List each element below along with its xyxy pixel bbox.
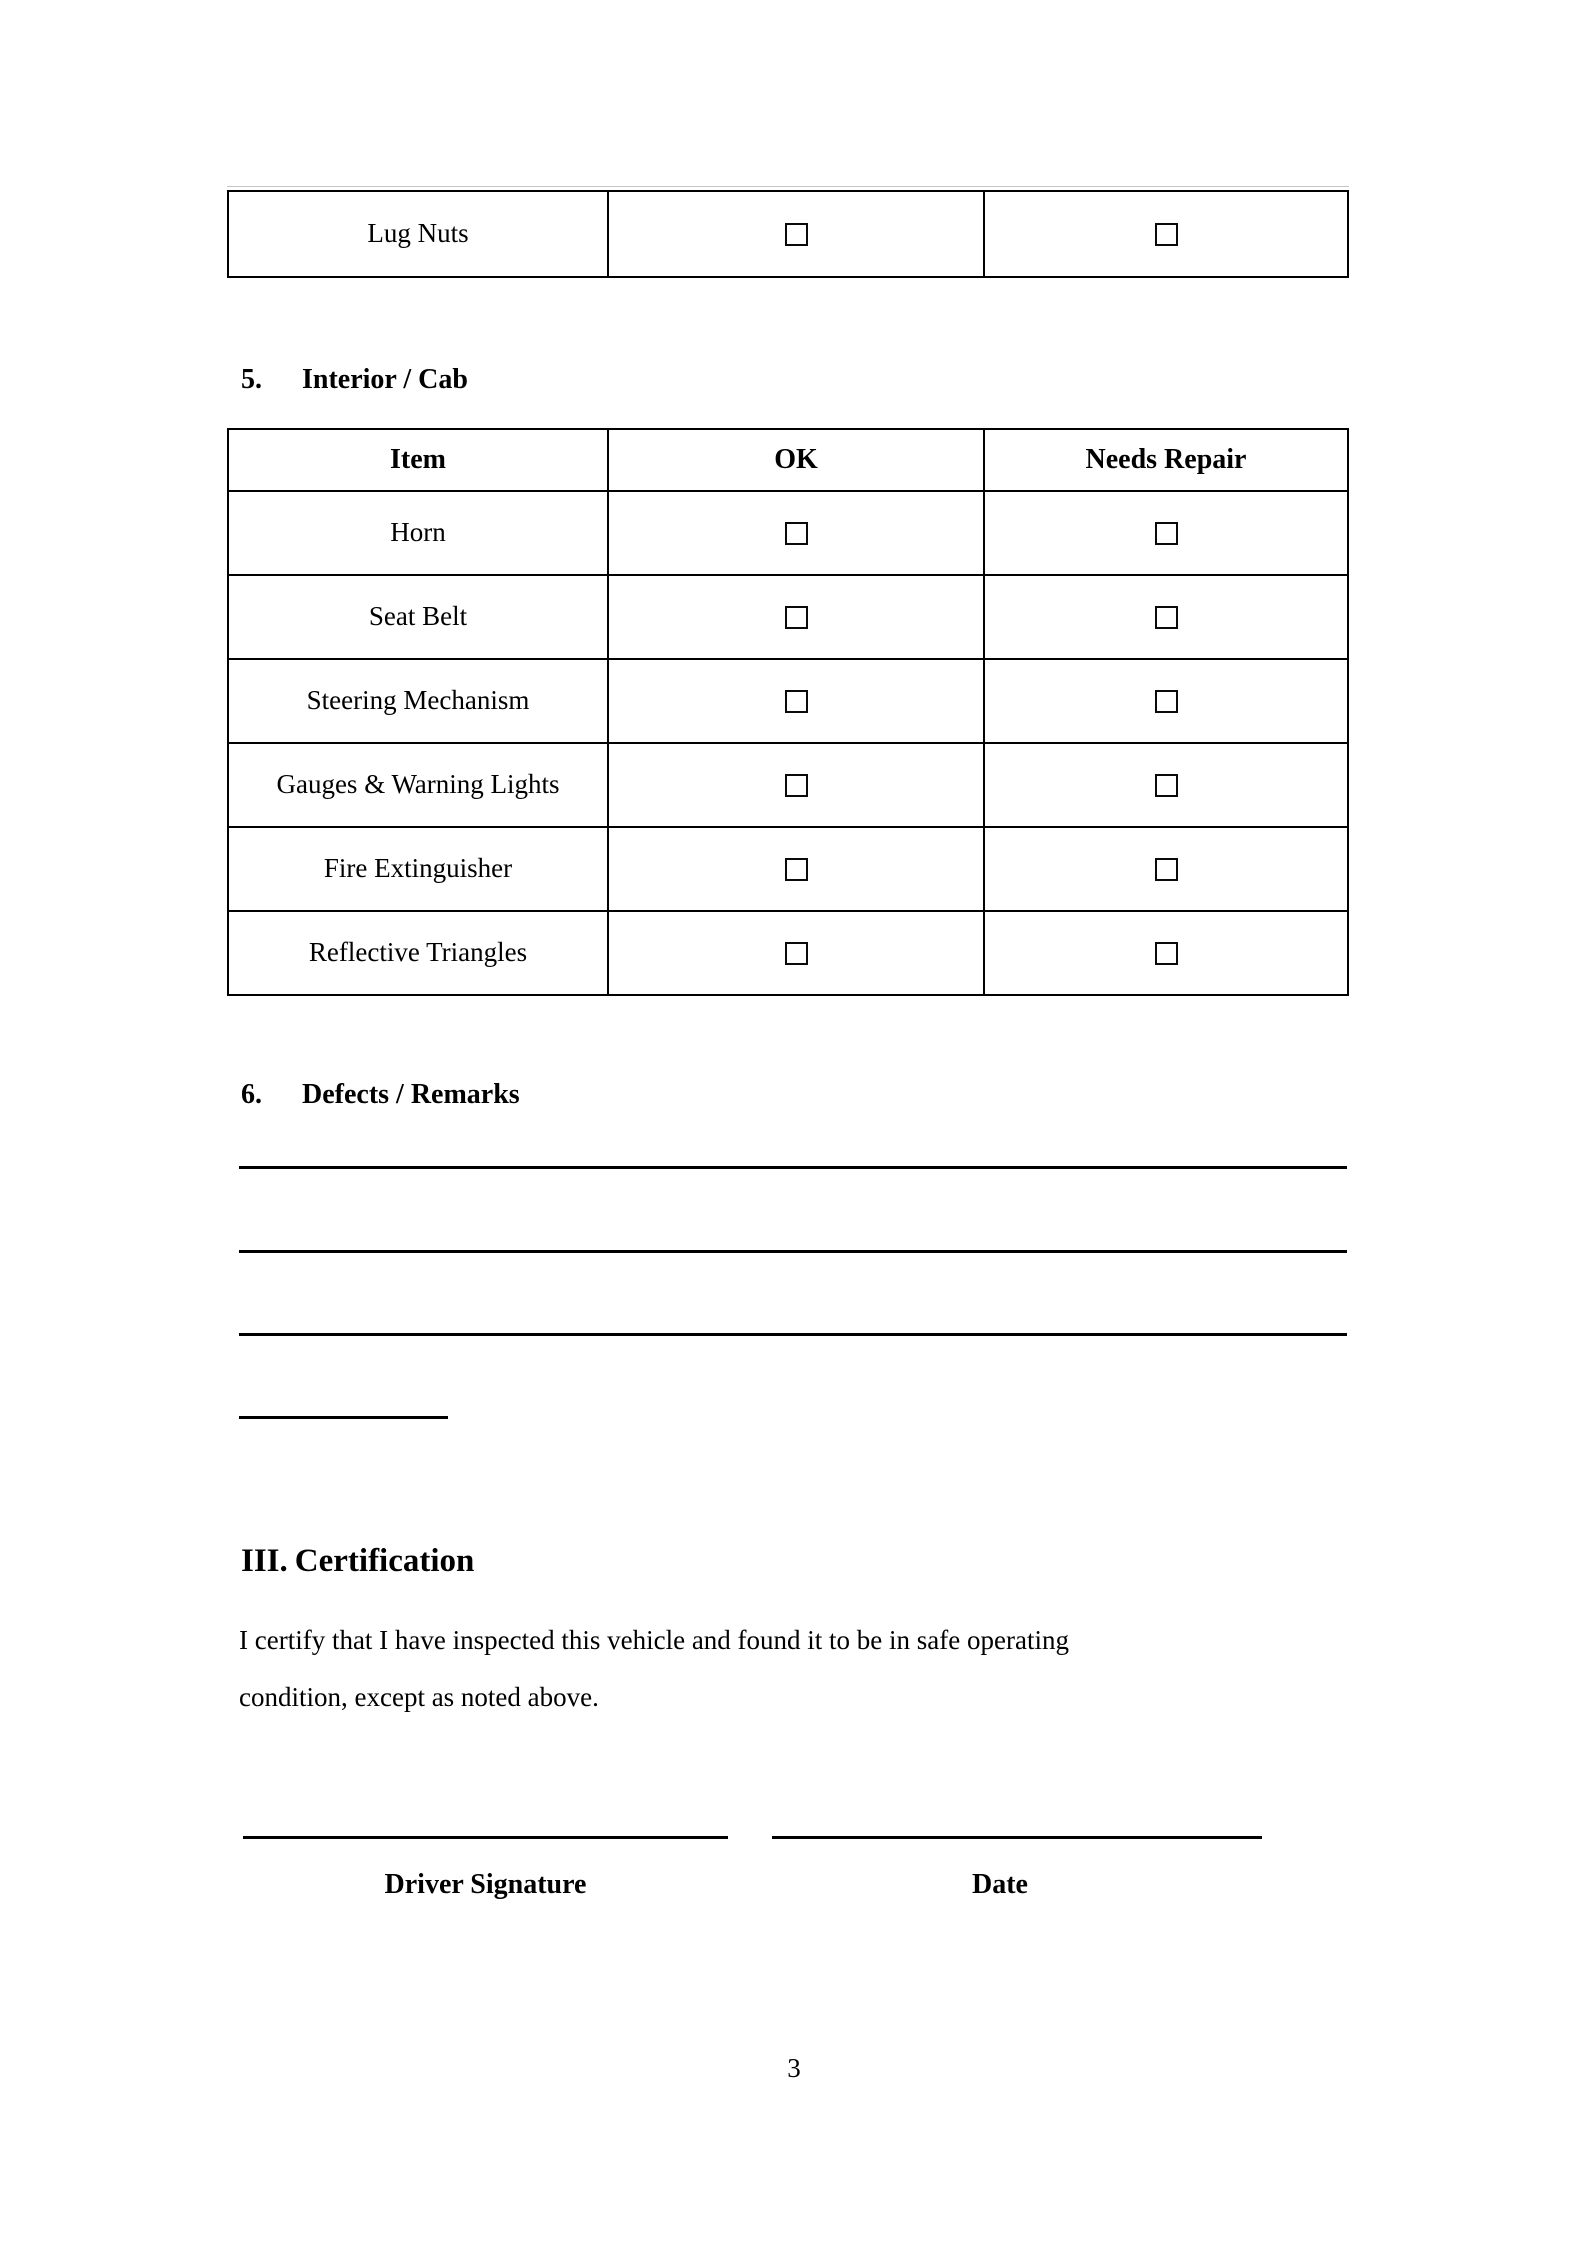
item-cell — [229, 492, 607, 574]
table-row — [229, 910, 1347, 994]
item-cell — [229, 576, 607, 658]
checkbox-needs-repair[interactable] — [1155, 223, 1178, 246]
section5-number: 5. — [241, 364, 262, 395]
checkbox-needs-repair[interactable] — [1155, 522, 1178, 545]
section6-title: Defects / Remarks — [302, 1079, 520, 1110]
checkbox-needs-repair[interactable] — [1155, 774, 1178, 797]
item-label: Reflective Triangles — [308, 937, 528, 968]
checkbox-needs-repair[interactable] — [1155, 606, 1178, 629]
item-cell — [229, 660, 607, 742]
needs-repair-cell — [983, 744, 1347, 826]
checkbox-ok[interactable] — [785, 690, 808, 713]
section5-title: Interior / Cab — [302, 364, 468, 395]
table-header-row — [229, 430, 1347, 490]
page-number: 3 — [787, 2053, 801, 2083]
needs-repair-cell — [983, 828, 1347, 910]
table-row — [229, 490, 1347, 574]
remarks-line — [239, 1333, 1347, 1336]
ok-cell — [607, 828, 983, 910]
item-label: Gauges & Warning Lights — [276, 769, 560, 800]
section6-heading — [241, 1079, 520, 1111]
table-pagebreak-border — [227, 186, 1349, 187]
item-cell — [229, 828, 607, 910]
item-label: Steering Mechanism — [306, 685, 530, 716]
ok-cell — [607, 912, 983, 994]
ok-cell — [607, 744, 983, 826]
interior-cab-table — [227, 428, 1349, 996]
certification-line: I certify that I have inspected this vehicle and found it to be in safe operating — [239, 1625, 1069, 1655]
ok-cell — [607, 576, 983, 658]
item-cell — [229, 744, 607, 826]
remarks-line-short — [239, 1416, 448, 1419]
certification-heading — [241, 1542, 474, 1580]
needs-repair-cell — [983, 576, 1347, 658]
certification-number: III. — [241, 1543, 288, 1579]
checkbox-ok[interactable] — [785, 858, 808, 881]
item-label: Horn — [390, 517, 446, 548]
continued-checklist-table — [227, 190, 1349, 278]
ok-cell — [607, 660, 983, 742]
certification-line: condition, except as noted above. — [239, 1682, 599, 1712]
ok-cell — [607, 192, 983, 276]
table-row — [229, 574, 1347, 658]
table-row — [229, 192, 1347, 276]
table-row — [229, 658, 1347, 742]
driver-signature-label: Driver Signature — [384, 1869, 587, 1900]
needs-repair-cell — [983, 912, 1347, 994]
certification-paragraph — [239, 1612, 1369, 1726]
remarks-line — [239, 1166, 1347, 1169]
checkbox-ok[interactable] — [785, 606, 808, 629]
checkbox-ok[interactable] — [785, 774, 808, 797]
section6-number: 6. — [241, 1079, 262, 1110]
table-row — [229, 742, 1347, 826]
certification-title: Certification — [294, 1543, 475, 1579]
checkbox-needs-repair[interactable] — [1155, 858, 1178, 881]
driver-signature-line[interactable] — [243, 1836, 728, 1839]
needs-repair-cell — [983, 192, 1347, 276]
item-cell — [229, 192, 607, 276]
checkbox-ok[interactable] — [785, 223, 808, 246]
needs-repair-cell — [983, 660, 1347, 742]
header-ok: OK — [607, 430, 983, 490]
checkbox-ok[interactable] — [785, 522, 808, 545]
checkbox-needs-repair[interactable] — [1155, 690, 1178, 713]
item-label: Lug Nuts — [367, 218, 469, 249]
item-cell — [229, 912, 607, 994]
header-item: Item — [390, 443, 446, 475]
table-row — [229, 826, 1347, 910]
checkbox-ok[interactable] — [785, 942, 808, 965]
item-label: Seat Belt — [368, 601, 468, 632]
ok-cell — [607, 492, 983, 574]
section5-heading — [241, 364, 468, 396]
item-label: Fire Extinguisher — [323, 853, 513, 884]
date-label: Date — [972, 1869, 1028, 1900]
header-needs-repair: Needs Repair — [983, 430, 1347, 490]
date-line[interactable] — [772, 1836, 1262, 1839]
checkbox-needs-repair[interactable] — [1155, 942, 1178, 965]
remarks-line — [239, 1250, 1347, 1253]
needs-repair-cell — [983, 492, 1347, 574]
